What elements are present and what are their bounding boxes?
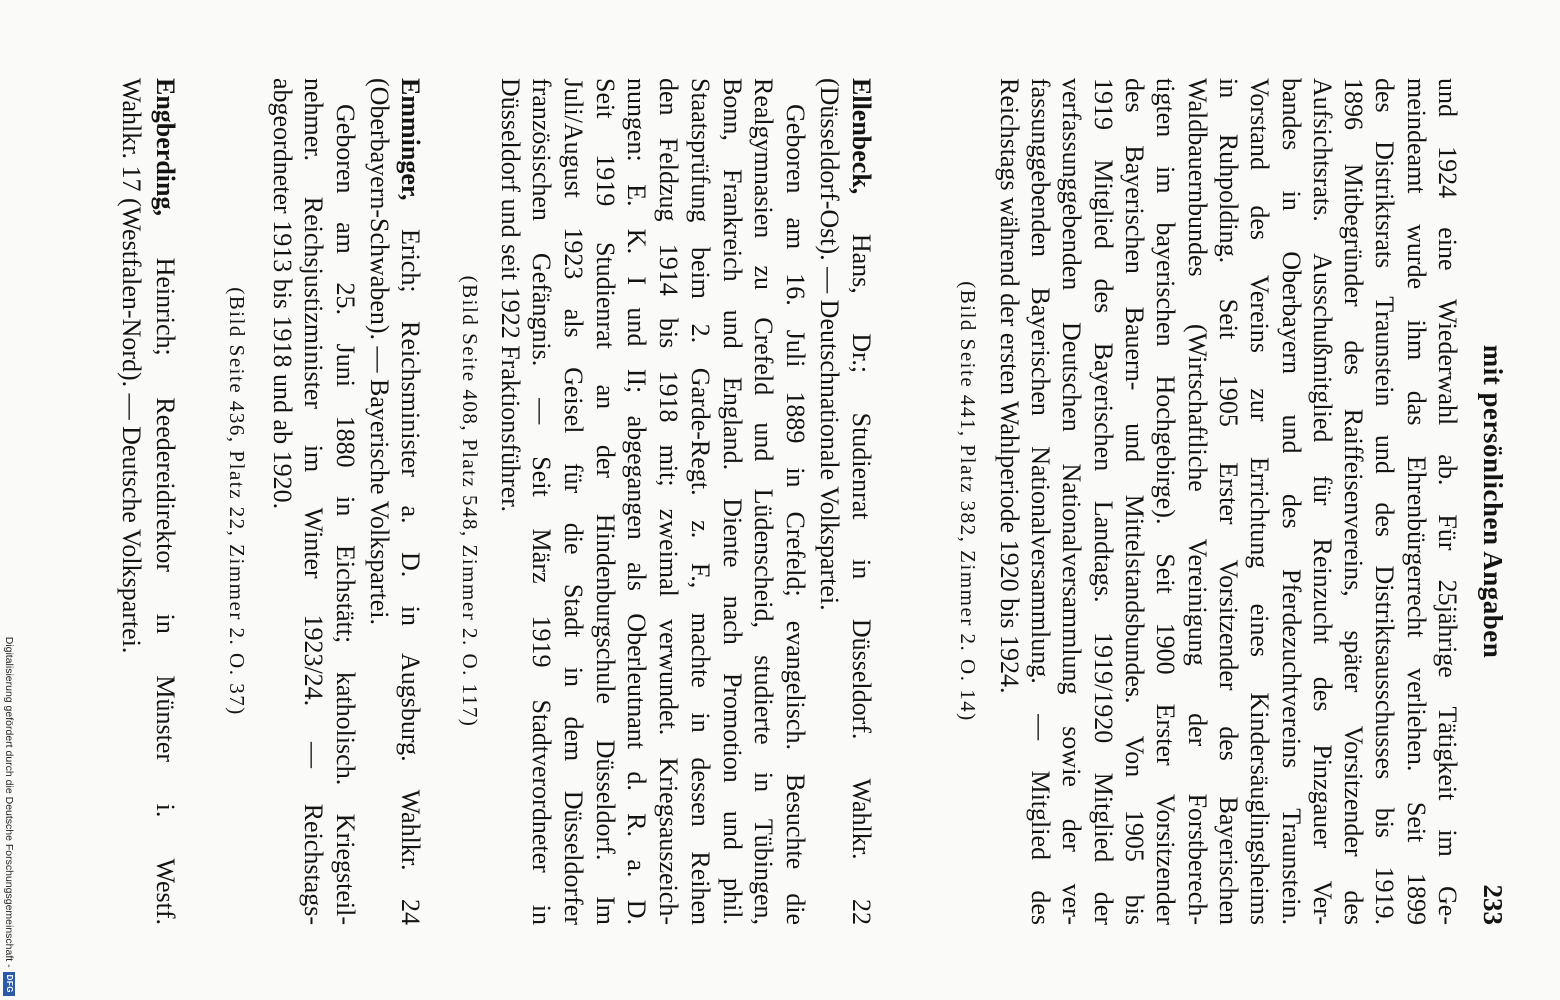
text-line: und 1924 eine Wiederwahl ab. Für 25jährige Tätigkeit im Ge- xyxy=(1433,78,1462,925)
biography-entry-continuation xyxy=(994,78,1463,925)
text-line: fassunggebenden Bayerischen Nationalversammlung. — Mitglied des xyxy=(1026,78,1056,925)
biography-entry-heading xyxy=(114,78,182,925)
biography-text xyxy=(267,78,362,925)
text-line: nehmer. Reichsjustizminister im Winter 1923/24. — Reichstags- xyxy=(299,78,329,925)
biography-entry-heading xyxy=(364,78,425,925)
text-line: Geboren am 25. Juni 1880 in Eichstätt; katholisch. Kriegsteil- xyxy=(331,104,360,925)
text-line: des Bayerischen Bauern- und Mittelstandsbundes. Von 1905 bis xyxy=(1120,78,1150,925)
text-line xyxy=(846,78,878,925)
text-line: Vorstand des Vereins zur Errichtung eines Kindersäuglingsheims xyxy=(1245,78,1275,925)
text-line: Düsseldorf und seit 1922 Fraktionsführer. xyxy=(495,78,525,513)
text-line: (Oberbayern-Schwaben). — Bayerische Volkspartei. xyxy=(365,78,395,626)
text-line: (Düsseldorf-Ost). — Deutschnationale Volkspartei. xyxy=(815,78,845,611)
entry-heading-text: Erich; Reichsminister a. D. in Augsburg. Wahlkr. 24 xyxy=(396,229,425,926)
text-line: Waldbauernbundes (Wirtschaftliche Vereinigung der Forstberech- xyxy=(1182,78,1212,925)
text-line: französischen Gefängnis. — Seit März 1919 Stadtverordneter in xyxy=(527,78,557,925)
dfg-logo: DFG xyxy=(3,972,15,996)
entry-name: Ellenbeck, xyxy=(847,78,876,195)
text-line: Geboren am 16. Juli 1889 in Crefeld; evangelisch. Besuchte die xyxy=(781,104,810,925)
text-line: Juli/August 1923 als Geisel für die Stadt in dem Düsseldorfer xyxy=(559,78,589,925)
photo-reference: (Bild Seite 408, Platz 548, Zimmer 2. O. 117) xyxy=(458,275,482,728)
text-line xyxy=(395,78,426,925)
biography-entry-heading xyxy=(814,78,877,925)
digitization-notice-text: Digitalisierung gefördert durch die Deutsche Forschungsgemeinschaft - xyxy=(3,636,15,968)
text-line: Staatsprüfung beim 2. Garde-Regt. z. F., machte in dessen Reihen xyxy=(685,78,715,925)
text-line: Wahlkr. 17 (Westfalen-Nord). — Deutsche Volkspartei. xyxy=(117,78,146,654)
photo-reference: (Bild Seite 436, Platz 22, Zimmer 2. O. 37) xyxy=(225,287,249,716)
photo-reference: (Bild Seite 441, Platz 382, Zimmer 2. O. 14) xyxy=(956,281,980,722)
text-line: abgeordneter 1913 bis 1918 und ab 1920. xyxy=(268,78,297,510)
text-line: den Feldzug 1914 bis 1918 mit; zweimal verwundet. Kriegsauszeich- xyxy=(654,78,684,925)
entry-heading-text: Heinrich; Reedereidirektor in Münster i. Westf. xyxy=(151,257,180,926)
text-line: meindeamt wurde ihm das Ehrenbürgerrecht verliehen. Seit 1899 xyxy=(1401,78,1431,925)
text-line: Bonn, Frankreich und England. Diente nach Promotion und phil. xyxy=(717,78,747,925)
text-line xyxy=(148,78,182,925)
text-line: in Ruhpolding. Seit 1905 Erster Vorsitzender des Bayerischen xyxy=(1213,78,1243,925)
biography-text xyxy=(494,78,811,925)
page-number: 233 xyxy=(1478,884,1508,925)
entry-heading-text: Hans, Dr.; Studienrat in Düsseldorf. Wahlkr. 22 xyxy=(847,233,876,926)
text-line: tigten im bayerischen Hochgebirge). Seit 1900 Erster Vorsitzender xyxy=(1151,78,1181,925)
text-line: nungen: E. K. I und II; abgegangen als Oberleutnant d. R. a. D. xyxy=(622,78,652,925)
text-line: Reichstags während der ersten Wahlperiode 1920 bis 1924. xyxy=(994,78,1024,694)
running-header: mit persönlichen Angaben xyxy=(1478,344,1508,659)
text-line: Aufsichtsrats. Ausschußmitglied für Reinzucht des Pinzgauer Ver- xyxy=(1307,78,1337,925)
digitization-notice xyxy=(2,637,16,996)
text-line: Seit 1919 Studienrat an der Hindenburgschule Düsseldorf. Im xyxy=(590,78,620,925)
entry-name: Emminger, xyxy=(396,78,425,201)
text-line: des Distriktsrats Traunstein und des Distriktsausschusses bis 1919. xyxy=(1370,78,1400,925)
page-header xyxy=(1476,78,1510,925)
text-line: verfassunggebenden Deutschen Nationalversammlung sowie der ver- xyxy=(1057,78,1087,925)
text-line: Realgymnasien zu Crefeld und Lüdenscheid, studierte in Tübingen, xyxy=(749,78,779,925)
entry-name: Engberding, xyxy=(151,78,180,216)
text-line: 1919 Mitglied des Bayerischen Landtags. 1919/1920 Mitglied der xyxy=(1088,78,1118,925)
text-line: bandes in Oberbayern und des Pferdezuchtvereins Traunstein. xyxy=(1276,78,1306,925)
text-line: 1896 Mitbegründer des Raiffeisenvereins, später Vorsitzender des xyxy=(1339,78,1369,925)
